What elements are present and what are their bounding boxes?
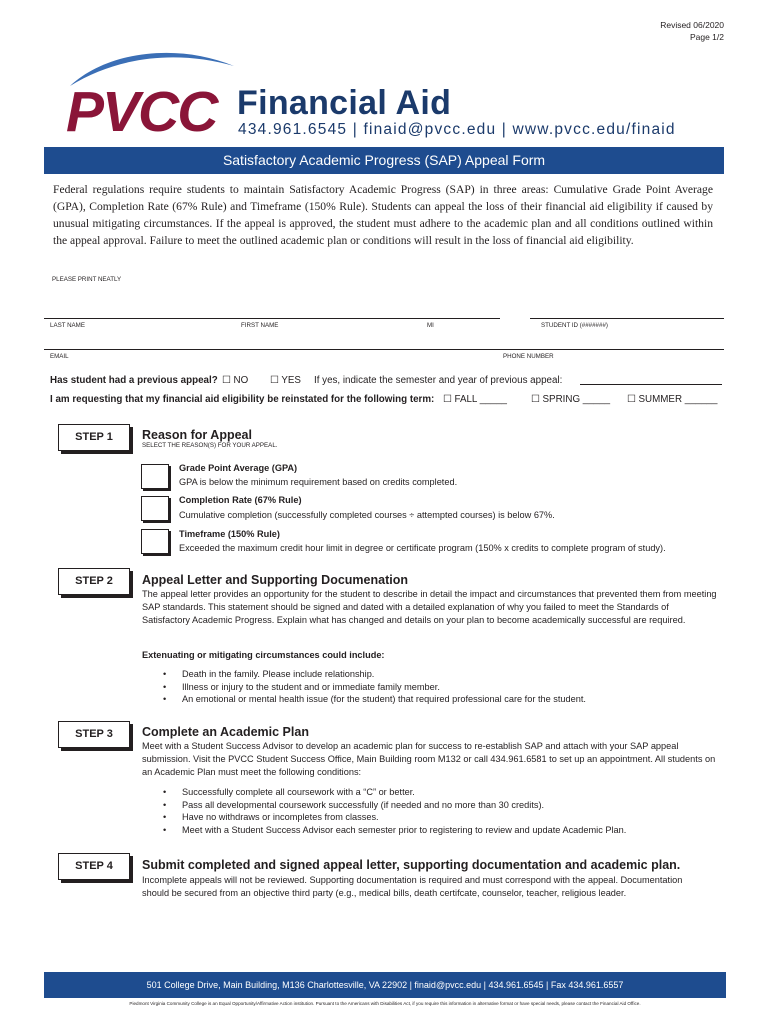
completion-rate-title: Completion Rate (67% Rule) [179, 495, 302, 505]
timeframe-title: Timeframe (150% Rule) [179, 529, 280, 539]
step-2-heading: Appeal Letter and Supporting Documenation [142, 573, 408, 587]
list-item: • Have no withdraws or incompletes from classes. [160, 811, 720, 824]
step-1-label: STEP 1 [58, 424, 130, 451]
completion-rate-checkbox[interactable] [141, 496, 169, 521]
gpa-description: GPA is below the minimum requirement based on credits completed. [179, 477, 458, 487]
email-label: EMAIL [50, 353, 69, 360]
previous-appeal-no[interactable]: ☐ NO [222, 375, 249, 386]
term-question [50, 393, 434, 406]
timeframe-description: Exceeded the maximum credit hour limit in degree or certificate program (150% x credits to complete program of study). [179, 543, 666, 553]
step-3-heading: Complete an Academic Plan [142, 725, 309, 739]
previous-appeal-row [50, 374, 218, 387]
list-item: • Successfully complete all coursework with a “C” or better. [160, 786, 720, 799]
step-4-heading: Submit completed and signed appeal letter, supporting documentation and academic plan. [142, 858, 681, 872]
previous-appeal-detail: If yes, indicate the semester and year of previous appeal: [314, 375, 563, 386]
timeframe-checkbox[interactable] [141, 529, 169, 554]
first-name-label: FIRST NAME [241, 322, 279, 329]
previous-appeal-question: Has student had a previous appeal? [50, 375, 218, 386]
logo-contact-line: 434.961.6545 | finaid@pvcc.edu | www.pvcc.edu/finaid [238, 121, 676, 138]
logo-pvcc: PVCC [66, 80, 217, 144]
list-item: • Illness or injury to the student and or immediate family member. [160, 681, 720, 694]
step-1-heading: Reason for Appeal [142, 428, 252, 442]
last-name-label: LAST NAME [50, 322, 85, 329]
step-4-label: STEP 4 [58, 853, 130, 880]
step-2-body: The appeal letter provides an opportunity for the student to describe in detail the impact and circumstances that prevented them from meeting SAP standards. This statement should be signed and dated with a detailed explanation of why you failed to meet the Standards of Satisfactory Academic Progress. Explain what has changed and details on your plan to become academically successful are required. [142, 589, 717, 625]
intro-paragraph: Federal regulations require students to maintain Satisfactory Academic Progress (SAP) in three areas: Cumulative Grade Point Average (GPA), Completion Rate (67% Rule) and Timeframe (150% Rule). Students can appeal the loss of their financial aid eligibility if caused by unusual mitigating circumstances. If the appeal is approved, the student must adhere to the academic plan and all conditions outlined within the appeal approval. Failure to meet the outlined academic plan or conditions will result in the loss of financial aid eligibility. [53, 183, 713, 247]
list-item: • An emotional or mental health issue (for the student) that required professional care for the student. [160, 693, 720, 706]
logo-financial-aid: Financial Aid [237, 84, 452, 122]
gpa-checkbox[interactable] [141, 464, 169, 489]
print-neatly-note: PLEASE PRINT NEATLY [52, 276, 122, 283]
step-2-bullet-list [160, 668, 720, 706]
step-1-subheading: SELECT THE REASON(S) FOR YOUR APPEAL. [142, 442, 278, 449]
page-number: Page 1/2 [689, 32, 724, 42]
email-phone-line[interactable] [44, 349, 724, 350]
step-3-label: STEP 3 [58, 721, 130, 748]
step-2-label: STEP 2 [58, 568, 130, 595]
term-summer[interactable]: ☐ SUMMER ______ [627, 394, 718, 405]
step-4-body: Incomplete appeals will not be reviewed. Supporting documentation is required and must correspond with the appeal. Documentation should be secured from an objective third party (e.g., medical bills, death certifcate, counselor, teacher, religious leader. [142, 875, 683, 898]
previous-appeal-input[interactable] [580, 384, 722, 385]
step-3-body: Meet with a Student Success Advisor to develop an academic plan for success to re-establish SAP and attach with your SAP appeal submission. Visit the PVCC Student Success Office, Main Building room M132 or call 434.961.6581 to set up an appointment. All students on an Academic Plan must meet the following conditions: [142, 741, 716, 777]
step-3-bullet-list [160, 786, 720, 837]
term-spring[interactable]: ☐ SPRING _____ [531, 394, 611, 405]
revision-info [660, 19, 724, 43]
name-line[interactable] [44, 318, 500, 319]
term-question-text: I am requesting that my financial aid eligibility be reinstated for the following term: [50, 394, 435, 405]
student-id-line[interactable] [530, 318, 724, 319]
step-2-subheading: Extenuating or mitigating circumstances could include: [142, 650, 385, 660]
completion-rate-description: Cumulative completion (successfully completed courses ÷ attempted courses) is below 67%. [179, 510, 555, 520]
list-item: • Pass all developmental coursework successfully (if needed and no more than 30 credits). [160, 799, 720, 812]
mi-label: MI [427, 322, 434, 329]
revised-date: Revised 06/2020 [660, 20, 724, 30]
previous-appeal-yes[interactable]: ☐ YES [270, 375, 301, 386]
student-id-label: STUDENT ID (#######) [541, 322, 608, 329]
list-item: • Death in the family. Please include relationship. [160, 668, 720, 681]
list-item: • Meet with a Student Success Advisor each semester prior to registering to review and update Academic Plan. [160, 824, 720, 837]
term-fall[interactable]: ☐ FALL _____ [443, 394, 507, 405]
phone-label: PHONE NUMBER [503, 353, 554, 360]
footer-disclaimer: Piedmont Virginia Community College is an Equal Opportunity/Affirmative Action institution. Pursuant to the Americans with Disabilities Act, if you require this information in alternative format or have special needs, please contact the Financial Aid Office. [129, 1001, 641, 1006]
gpa-title: Grade Point Average (GPA) [179, 463, 298, 473]
footer-contact-bar: 501 College Drive, Main Building, M136 Charlottesville, VA 22902 | finaid@pvcc.edu | 434.961.6545 | Fax 434.961.6557 [44, 972, 726, 998]
form-title: Satisfactory Academic Progress (SAP) Appeal Form [44, 147, 724, 174]
